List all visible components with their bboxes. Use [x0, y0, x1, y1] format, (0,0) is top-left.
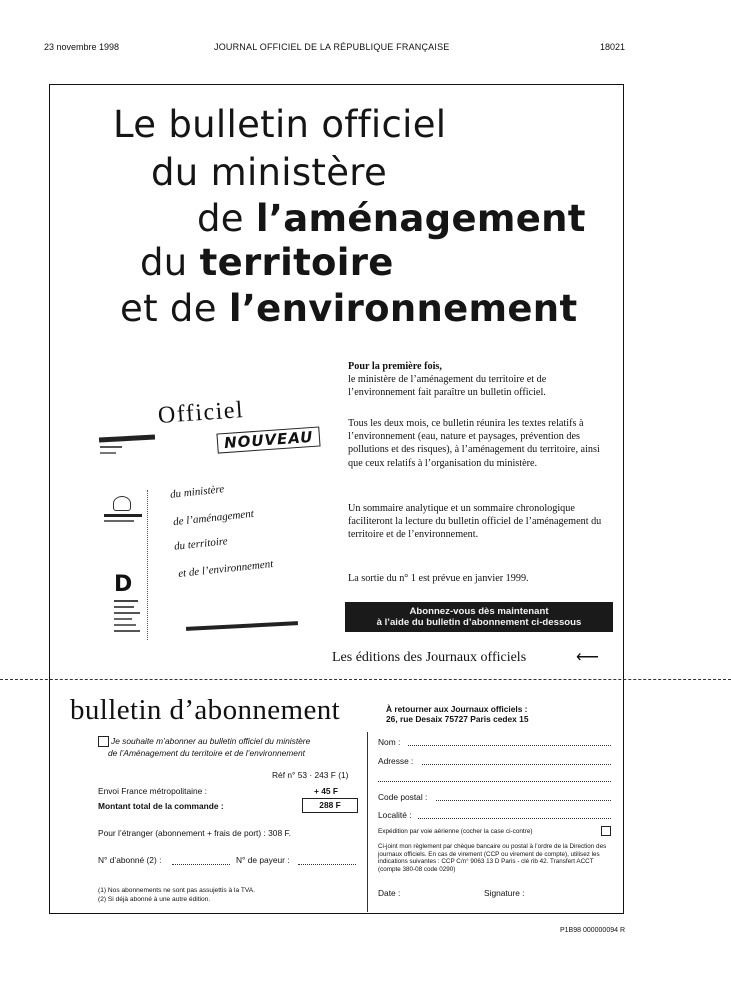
- subscriber-number-field[interactable]: [172, 864, 230, 865]
- address-field[interactable]: [422, 764, 611, 765]
- intro-paragraph-1: Pour la première fois, le ministère de l’aménagement du territoire et de l’environnement fait paraître un bulletin officiel.: [348, 361, 547, 399]
- return-address-line-1: À retourner aux Journaux officiels :: [386, 704, 528, 714]
- shipping-value: + 45 F: [314, 786, 338, 796]
- publisher-name: Les éditions des Journaux officiels: [332, 650, 527, 665]
- cover-mark: [114, 630, 140, 632]
- return-address-line-2: 26, rue Desaix 75727 Paris cedex 15: [386, 714, 529, 724]
- cover-mark: [114, 618, 132, 620]
- total-amount-box: 288 F: [302, 798, 358, 813]
- title-line-3: de l’aménagement: [197, 197, 586, 240]
- header-page-number: 18021: [600, 42, 626, 52]
- mockup-ministry-line-3: du territoire: [173, 535, 229, 553]
- name-label: Nom :: [378, 737, 401, 747]
- signature-label: Signature :: [484, 888, 525, 898]
- cover-mark: [114, 606, 134, 608]
- officiel-wordmark: Officiel: [157, 397, 245, 429]
- subscribe-wish-line-1: Je souhaite m’abonner au bulletin officiel du ministère: [111, 736, 311, 746]
- title-line-4: du territoire: [140, 241, 394, 284]
- city-field[interactable]: [418, 818, 611, 819]
- air-mail-option-label: Expédition par voie aérienne (cocher la case ci-contre): [378, 828, 533, 835]
- name-field[interactable]: [408, 745, 611, 746]
- form-title: bulletin d’abonnement: [70, 694, 341, 726]
- intro-paragraph-3: Un sommaire analytique et un sommaire chronologique faciliteront la lecture du bulletin officiel de l’aménagement du territoire et de l’environnement.: [348, 503, 602, 541]
- header-journal-title: JOURNAL OFFICIEL DE LA RÉPUBLIQUE FRANÇAISE: [214, 42, 450, 52]
- cover-bar: [104, 514, 142, 517]
- mockup-ministry-line-2: de l’aménagement: [172, 507, 255, 529]
- intro-paragraph-2: Tous les deux mois, ce bulletin réunira les textes relatifs à l’environnement (eau, nature et paysages, prévention des pollutions et des risques), à l’aménagement du territoire, ainsi que ceux relatifs à l’organisation du ministère.: [348, 418, 600, 469]
- arrow-left-icon: ⟵: [576, 649, 599, 666]
- cover-mark: [114, 600, 138, 602]
- city-label: Localité :: [378, 810, 412, 820]
- cover-mark: [104, 520, 134, 522]
- payer-number-field[interactable]: [298, 864, 356, 865]
- cover-mark: [100, 452, 116, 454]
- date-label: Date :: [378, 888, 401, 898]
- subscriber-number-label: N° d’abonné (2) :: [98, 855, 162, 865]
- total-label: Montant total de la commande :: [98, 801, 224, 811]
- postal-code-label: Code postal :: [378, 792, 428, 802]
- cover-mark: [114, 624, 136, 626]
- form-column-divider: [367, 732, 368, 912]
- address-field-line-2[interactable]: [378, 781, 611, 782]
- reference-number: Réf n° 53 · 243 F (1): [272, 770, 349, 780]
- payer-number-label: N° de payeur :: [236, 855, 290, 865]
- payment-instructions: Ci-joint mon règlement par chèque bancaire ou postal à l’ordre de la Direction des journaux officiels. En cas de virement (CCP ou virement de compte), utilisez les indications suivantes : CCP C/n° 9063 13 D Paris - clé rib 42. Transfert ACCT (compte 380-08 code 0290): [378, 843, 607, 873]
- header-date: 23 novembre 1998: [44, 42, 120, 52]
- air-mail-checkbox[interactable]: [601, 826, 611, 836]
- nouveau-stamp: NOUVEAU: [216, 426, 321, 453]
- footnote-1: (1) Nos abonnements ne sont pas assujettis à la TVA.: [98, 887, 255, 894]
- title-line-5: et de l’environnement: [120, 287, 578, 330]
- mockup-ministry-line-4: et de l’environnement: [177, 558, 274, 580]
- shipping-label: Envoi France métropolitaine :: [98, 786, 207, 796]
- d-logo-icon: D: [114, 572, 133, 597]
- footnote-2: (2) Si déjà abonné à une autre édition.: [98, 896, 211, 903]
- cover-mark: [100, 446, 122, 448]
- print-reference-code: P1B98 000000094 R: [560, 927, 625, 934]
- republic-emblem-icon: [113, 496, 131, 511]
- subscribe-now-banner: Abonnez-vous dès maintenant à l’aide du bulletin d’abonnement ci-dessous: [345, 602, 613, 632]
- title-line-2: du ministère: [151, 151, 388, 194]
- intro-paragraph-4: La sortie du n° 1 est prévue en janvier 1999.: [348, 573, 529, 584]
- mockup-ministry-line-1: du ministère: [169, 483, 225, 501]
- address-label: Adresse :: [378, 756, 414, 766]
- cut-line: [0, 679, 731, 680]
- subscribe-wish-line-2: de l’Aménagement du territoire et de l’environnement: [108, 748, 305, 758]
- cover-mark: [114, 612, 140, 614]
- subscribe-checkbox[interactable]: [98, 736, 109, 747]
- foreign-price: Pour l’étranger (abonnement + frais de port) : 308 F.: [98, 828, 291, 838]
- postal-code-field[interactable]: [436, 800, 611, 801]
- cover-spine: [147, 490, 148, 640]
- title-line-1: Le bulletin officiel: [113, 103, 447, 146]
